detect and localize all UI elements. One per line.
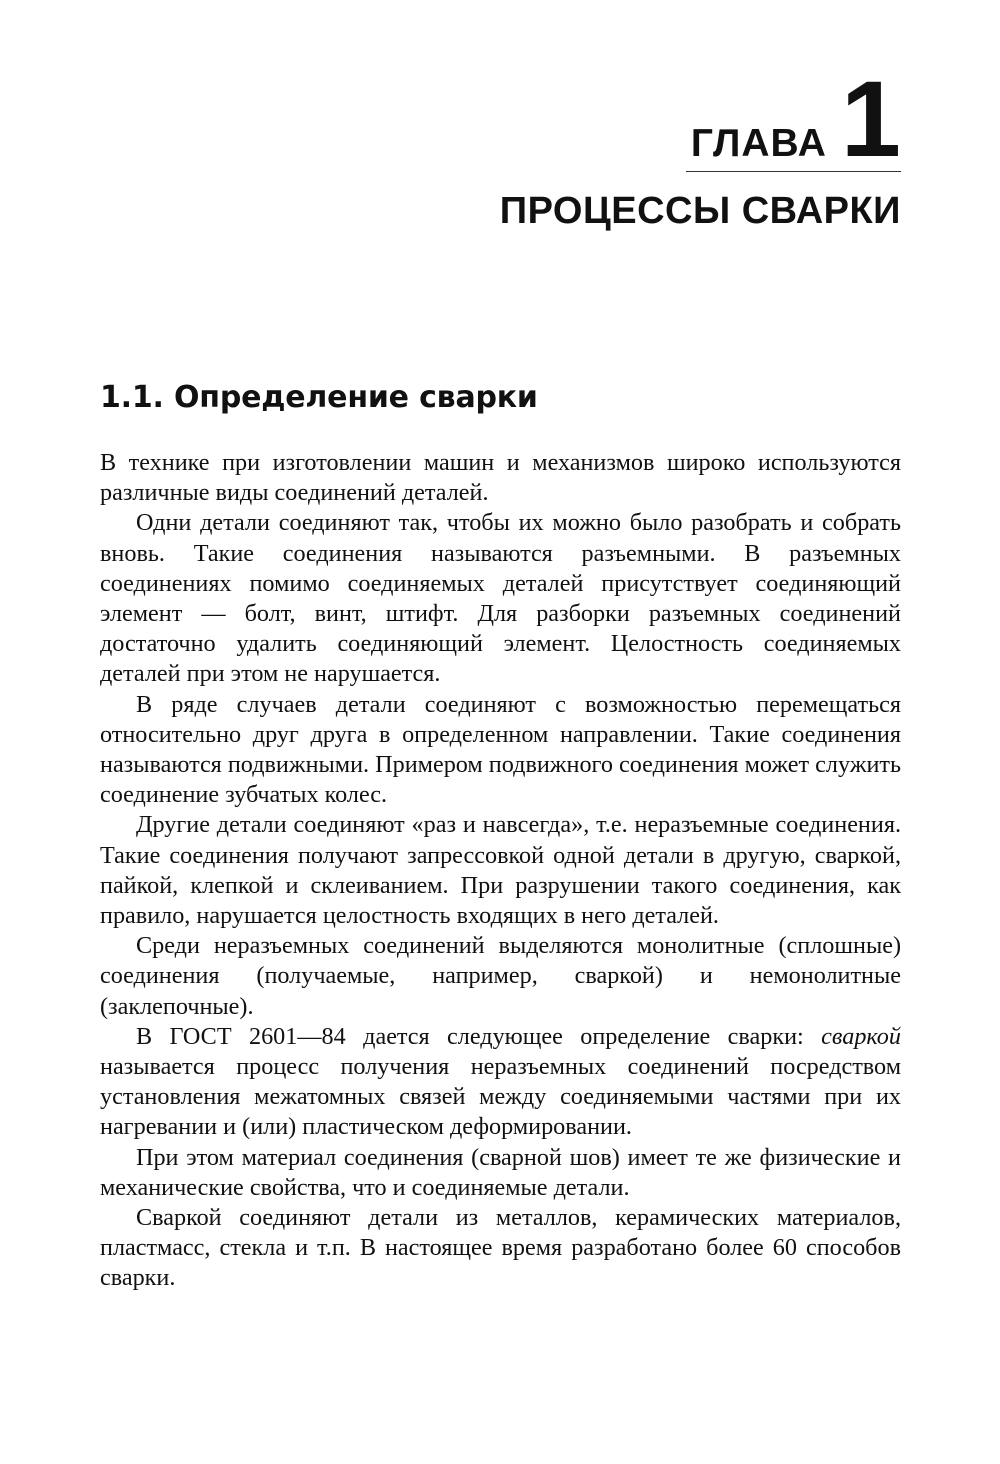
chapter-number: 1 [840,58,901,179]
body-text [100,448,901,1294]
paragraph: Одни детали соединяют так, чтобы их можно было разобрать и собрать вновь. Такие соединения называются разъемными. В разъемных соединениях помимо соединяемых деталей присутствует соединяющий элемент — болт, винт, штифт. Для разборки разъемных соединений достаточно удалить соединяющий элемент. Целостность соединяемых деталей при этом не нарушается. [100,509,901,688]
paragraph: Среди неразъемных соединений выделяются монолитные (сплошные) соединения (получаемые, например, сваркой) и немонолитные (заклепочные). [100,932,901,1020]
definition-term: сваркой [821,1022,901,1050]
paragraph: В ряде случаев детали соединяют с возможностью перемещаться относительно друг друга в определенном направлении. Такие соединения называются подвижными. Примером подвижного соединения может служить соединение зубчатых колес. [100,690,901,809]
section-title: 1.1. Определение сварки [100,380,538,415]
paragraph: Сваркой соединяют детали из металлов, керамических материалов, пластмасс, стекла и т.п. В настоящее время разработано более 60 способов сварки. [100,1204,901,1292]
definition-intro: В ГОСТ 2601—84 дается следующее определение сварки: [136,1022,822,1050]
paragraph-definition [100,1022,901,1143]
chapter-word: ГЛАВА [690,122,827,165]
chapter-header [100,58,901,233]
paragraph: В технике при изготовлении машин и механизмов широко используются различные виды соединений деталей. [100,449,901,507]
chapter-title: ПРОЦЕССЫ СВАРКИ [499,190,901,233]
paragraph: Другие детали соединяют «раз и навсегда», т.е. неразъемные соединения. Такие соединения получают запрессовкой одной детали в другую, сваркой, пайкой, клепкой и склеиванием. При разрушении такого соединения, как правило, нарушается целостность входящих в него деталей. [100,811,901,930]
chapter-label [686,58,901,179]
definition-text: называется процесс получения неразъемных соединений посредством установления межатомных связей между соединяемыми частями при их нагревании и (или) пластическом деформировании. [100,1053,901,1141]
paragraph: При этом материал соединения (сварной шов) имеет те же физические и механические свойства, что и соединяемые детали. [100,1143,901,1201]
